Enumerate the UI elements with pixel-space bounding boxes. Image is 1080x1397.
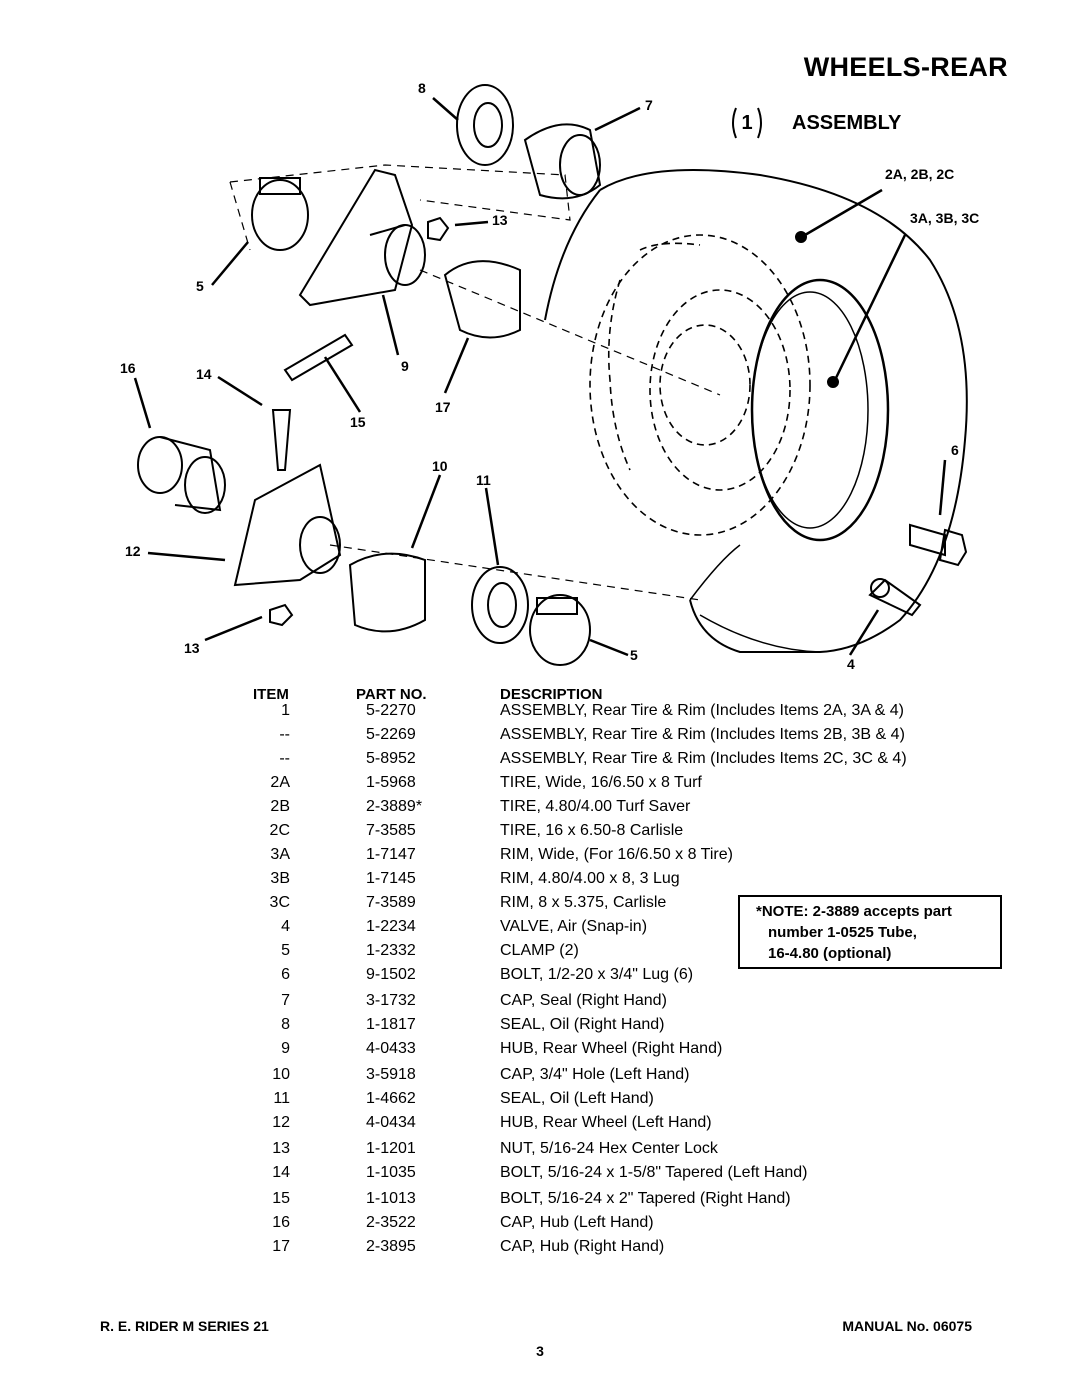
- callout-14: 14: [196, 366, 212, 382]
- table-row: [0, 1190, 1080, 1214]
- seal-cap-7-part: [525, 124, 600, 198]
- cell-description: SEAL, Oil (Right Hand): [500, 1016, 665, 1033]
- cell-part-no: 2-3522: [366, 1214, 416, 1231]
- cell-part-no: 5-8952: [366, 750, 416, 767]
- hub-right-part: [300, 170, 425, 305]
- cell-item: 10: [272, 1066, 290, 1083]
- hub-left-part: [235, 465, 340, 585]
- tire-drawing: [545, 170, 967, 652]
- callout-4: 4: [847, 656, 855, 672]
- cell-part-no: 5-2270: [366, 702, 416, 719]
- bolt-15-part: [285, 335, 352, 380]
- cell-part-no: 1-4662: [366, 1090, 416, 1107]
- cell-part-no: 1-2234: [366, 918, 416, 935]
- cell-item: 11: [273, 1090, 290, 1107]
- callout-6: 6: [951, 442, 959, 458]
- callout-5-bottom: 5: [630, 647, 638, 663]
- cell-description: HUB, Rear Wheel (Right Hand): [500, 1040, 723, 1057]
- table-row: [0, 966, 1080, 990]
- table-row: [0, 1238, 1080, 1262]
- cell-description: HUB, Rear Wheel (Left Hand): [500, 1114, 712, 1131]
- table-row: [0, 726, 1080, 750]
- callout-17: 17: [435, 399, 451, 415]
- table-row: [0, 1016, 1080, 1040]
- cell-part-no: 2-3895: [366, 1238, 416, 1255]
- cell-description: BOLT, 5/16-24 x 1-5/8" Tapered (Left Hand): [500, 1164, 808, 1181]
- nut-bottom-part: [270, 605, 292, 625]
- cell-item: 7: [281, 992, 290, 1009]
- cell-part-no: 7-3585: [366, 822, 416, 839]
- cell-description: BOLT, 1/2-20 x 3/4" Lug (6): [500, 966, 694, 983]
- table-row: [0, 798, 1080, 822]
- seal-11-part: [472, 567, 528, 643]
- cell-description: CAP, Hub (Left Hand): [500, 1214, 654, 1231]
- callout-8: 8: [418, 80, 426, 96]
- table-row: [0, 870, 1080, 894]
- cell-item: 15: [272, 1190, 290, 1207]
- cell-part-no: 2-3889*: [366, 798, 423, 815]
- bolt-14-part: [273, 410, 290, 470]
- assembly-number: 1: [741, 111, 753, 134]
- cell-description: CAP, Hub (Right Hand): [500, 1238, 665, 1255]
- cell-item: 3B: [270, 870, 290, 887]
- cap-10-part: [350, 554, 425, 632]
- hub-cap-16-part: [138, 437, 225, 513]
- cell-item: 4: [281, 918, 290, 935]
- note-line-2: number 1-0525 Tube,: [768, 924, 917, 941]
- axis-centerlines: [230, 165, 720, 600]
- note-line-1: *NOTE: 2-3889 accepts part: [756, 903, 952, 920]
- callout-13-bottom: 13: [184, 640, 200, 656]
- cell-item: 16: [272, 1214, 290, 1231]
- cell-description: RIM, Wide, (For 16/6.50 x 8 Tire): [500, 846, 733, 863]
- cell-description: TIRE, Wide, 16/6.50 x 8 Turf: [500, 774, 702, 791]
- callout-7: 7: [645, 97, 653, 113]
- header-item: ITEM: [253, 686, 289, 703]
- table-row: [0, 822, 1080, 846]
- leader-lines: [135, 98, 945, 655]
- cell-item: 1: [281, 702, 290, 719]
- table-row: [0, 750, 1080, 774]
- cell-part-no: 3-1732: [366, 992, 416, 1009]
- table-row: [0, 1040, 1080, 1064]
- table-row: [0, 1114, 1080, 1138]
- cell-description: TIRE, 16 x 6.50-8 Carlisle: [500, 822, 684, 839]
- table-row: [0, 1140, 1080, 1164]
- callout-16: 16: [120, 360, 136, 376]
- cell-item: 8: [281, 1016, 290, 1033]
- cell-description: SEAL, Oil (Left Hand): [500, 1090, 654, 1107]
- cell-part-no: 1-1013: [366, 1190, 416, 1207]
- callout-9: 9: [401, 358, 409, 374]
- table-row: [0, 846, 1080, 870]
- callout-5-top: 5: [196, 278, 204, 294]
- valve-part: [870, 579, 920, 615]
- cell-item: --: [279, 750, 290, 767]
- cell-description: CLAMP (2): [500, 942, 579, 959]
- exploded-diagram: [0, 0, 1080, 686]
- cell-description: ASSEMBLY, Rear Tire & Rim (Includes Items 2B, 3B & 4): [500, 726, 905, 743]
- cell-description: ASSEMBLY, Rear Tire & Rim (Includes Items 2A, 3A & 4): [500, 702, 905, 719]
- table-row: [0, 1090, 1080, 1114]
- callout-11: 11: [476, 472, 491, 488]
- cell-part-no: 1-7145: [366, 870, 416, 887]
- assembly-label: ASSEMBLY: [792, 111, 902, 134]
- cell-item: 12: [272, 1114, 290, 1131]
- cell-part-no: 1-2332: [366, 942, 416, 959]
- table-row: [0, 1214, 1080, 1238]
- cell-part-no: 1-1201: [366, 1140, 416, 1157]
- note-box: [738, 895, 1002, 969]
- cell-part-no: 4-0433: [366, 1040, 416, 1057]
- cell-item: 6: [281, 966, 290, 983]
- cell-item: 13: [272, 1140, 290, 1157]
- cell-item: 2A: [270, 774, 290, 791]
- cell-part-no: 3-5918: [366, 1066, 416, 1083]
- page-number: 3: [536, 1343, 544, 1359]
- cell-part-no: 1-5968: [366, 774, 416, 791]
- clamp-top-part: [252, 178, 308, 250]
- cell-part-no: 1-1035: [366, 1164, 416, 1181]
- table-row: [0, 992, 1080, 1016]
- cell-part-no: 4-0434: [366, 1114, 416, 1131]
- cell-item: 14: [272, 1164, 290, 1181]
- cell-item: 17: [272, 1238, 290, 1255]
- clamp-bottom-part: [530, 595, 590, 665]
- cell-description: CAP, Seal (Right Hand): [500, 992, 667, 1009]
- header-description: DESCRIPTION: [500, 686, 603, 703]
- callout-12: 12: [125, 543, 141, 559]
- cell-description: TIRE, 4.80/4.00 Turf Saver: [500, 798, 691, 815]
- hub-cap-17-part: [445, 261, 520, 337]
- cell-description: BOLT, 5/16-24 x 2" Tapered (Right Hand): [500, 1190, 791, 1207]
- cell-description: RIM, 4.80/4.00 x 8, 3 Lug: [500, 870, 680, 887]
- cell-item: 2B: [270, 798, 290, 815]
- cell-item: 9: [281, 1040, 290, 1057]
- cell-description: VALVE, Air (Snap-in): [500, 918, 648, 935]
- callout-rim: 3A, 3B, 3C: [910, 210, 980, 226]
- cell-part-no: 1-1817: [366, 1016, 416, 1033]
- table-row: [0, 1164, 1080, 1188]
- note-line-3: 16-4.80 (optional): [768, 945, 892, 962]
- rim-dot: [828, 377, 838, 387]
- footer-series: R. E. RIDER M SERIES 21: [100, 1318, 269, 1334]
- callout-10: 10: [432, 458, 448, 474]
- cell-description: CAP, 3/4" Hole (Left Hand): [500, 1066, 690, 1083]
- cell-item: --: [279, 726, 290, 743]
- header-part-no: PART NO.: [356, 686, 427, 703]
- cell-description: ASSEMBLY, Rear Tire & Rim (Includes Items 2C, 3C & 4): [500, 750, 907, 767]
- cell-part-no: 7-3589: [366, 894, 416, 911]
- cell-item: 5: [281, 942, 290, 959]
- callout-tire: 2A, 2B, 2C: [885, 166, 955, 182]
- table-row: [0, 1066, 1080, 1090]
- cell-item: 2C: [269, 822, 290, 839]
- cell-item: 3C: [269, 894, 290, 911]
- cell-part-no: 9-1502: [366, 966, 416, 983]
- table-row: [0, 702, 1080, 726]
- oil-seal-8-part: [457, 85, 513, 165]
- cell-part-no: 5-2269: [366, 726, 416, 743]
- cell-part-no: 1-7147: [366, 846, 416, 863]
- cell-item: 3A: [270, 846, 290, 863]
- callout-13-top: 13: [492, 212, 508, 228]
- footer-manual: MANUAL No. 06075: [842, 1318, 972, 1334]
- tire-dot: [796, 232, 806, 242]
- page-title: WHEELS-REAR: [803, 52, 1008, 82]
- rim-drawing: [590, 235, 810, 535]
- cell-description: NUT, 5/16-24 Hex Center Lock: [500, 1140, 718, 1157]
- nut-top-part: [428, 218, 448, 240]
- cell-description: RIM, 8 x 5.375, Carlisle: [500, 894, 667, 911]
- table-row: [0, 774, 1080, 798]
- callout-15: 15: [350, 414, 366, 430]
